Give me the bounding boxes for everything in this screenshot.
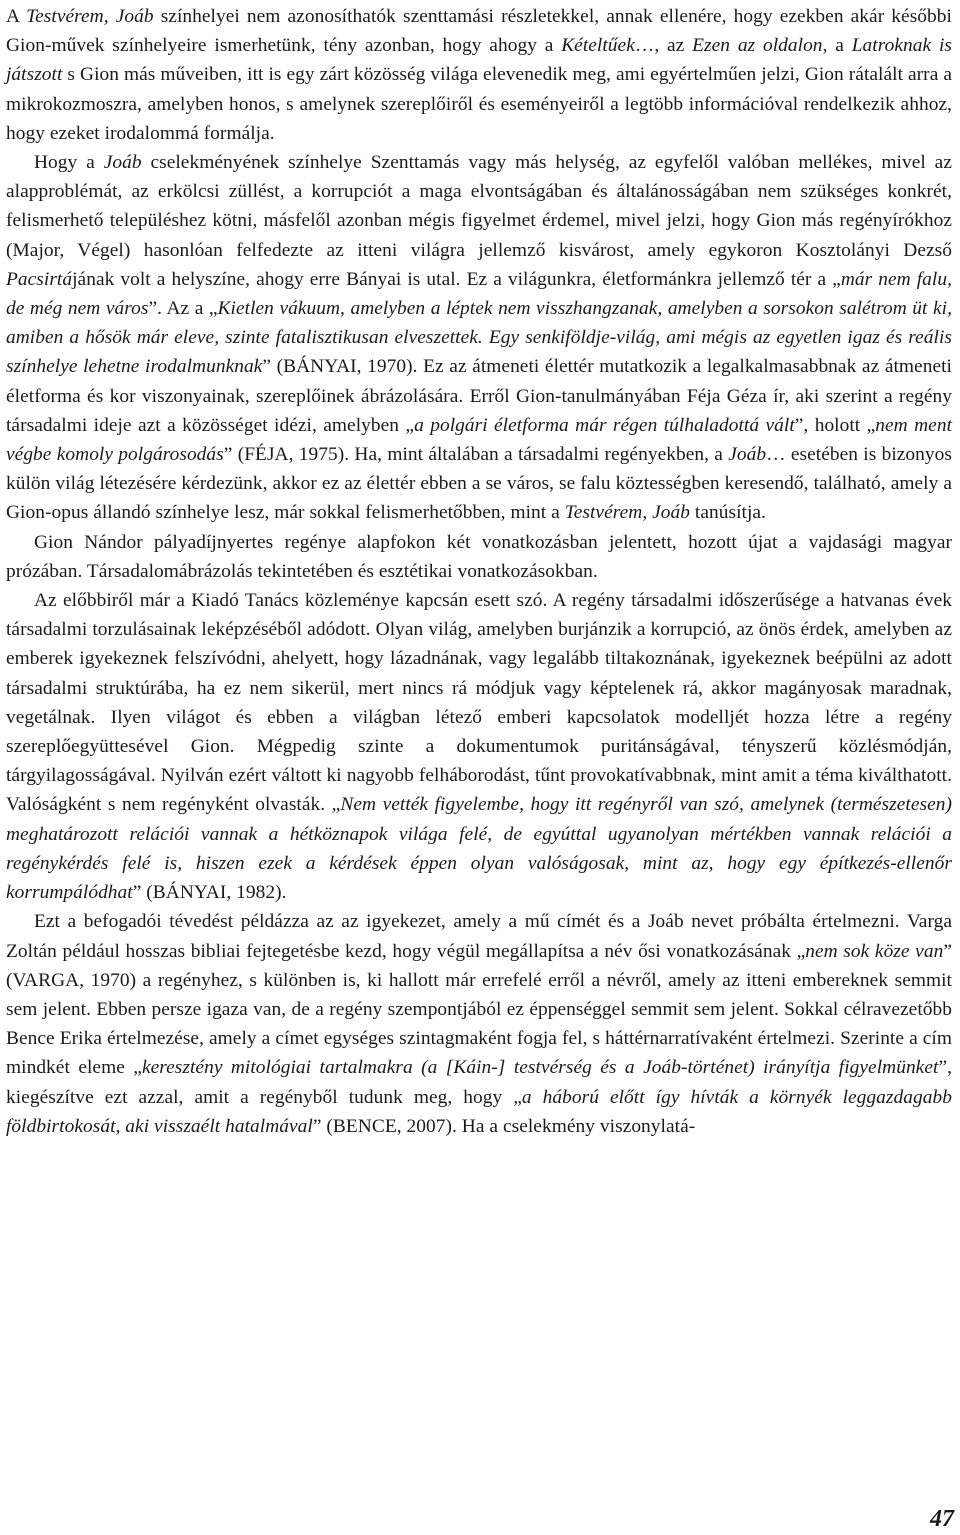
- text-run: színhelyei nem azonosíthatók szenttamási részletekkel, annak ellenére, hogy ezekben akár későbbi Gion-művek színhelyeire ismerhetünk, tény azonban, hogy ahogy a: [6, 6, 952, 57]
- paragraph: [6, 148, 952, 528]
- text-run: s Gion más műveiben, itt is egy zárt közösség világa elevenedik meg, ami egyértelműen jelzi, Gion rátalált arra a mikrokozmoszra, amelyben honos, s amelynek szereplőiről és eseményeiről a legtöbb információval rendelkezik ahhoz, hogy ezeket irodalommá formálja.: [6, 64, 952, 144]
- text-run: ” (BÁNYAI, 1970). Ez az átmeneti élettér mutatkozik a legalkalmasabbnak az átmeneti életforma és kor viszonyainak, szereplőinek ábrázolására. Erről Gion-tanulmányában Féja Géza ír, aki szerint a regény társadalmi ideje azt a közösséget idézi, amelyben „: [6, 356, 952, 436]
- text-run: ” (FÉJA, 1975). Ha, mint általában a társadalmi regényekben, a: [223, 444, 729, 466]
- paragraph: [6, 528, 952, 586]
- text-run: A: [6, 6, 27, 27]
- text-run: … esetében is bizonyos külön világ létezésére kérdezünk, akkor ez az élettér ebben a se város, se falu köztességben keresendő, található, amely a Gion-opus állandó színhelye lesz, már sokkal felismerhetőbben, mint a: [6, 444, 953, 524]
- italic-text: Kietlen vákuum, amelyben a léptek nem visszhangzanak, amelyben a sorsokon salétrom üt ki, amiben a hősök már eleve, szinte fatalisztikusan elveszettek. Egy senkiföldje-világ, ami mégis az egyetlen igaz és reális színhelye lehetne irodalmunknak: [6, 298, 953, 378]
- italic-text: Latroknak is játszott: [6, 35, 952, 86]
- text-run: Ezt a befogadói tévedést példázza az az igyekezet, amely a mű címét és a Joáb nevet próbálta értelmezni. Varga Zoltán például hosszas bibliai fejtegetésbe kezd, hogy végül megállapítsa a név ősi vonatkozásának „: [6, 911, 952, 962]
- text-run: ”. Az a „: [148, 298, 218, 320]
- text-run: ” (BÁNYAI, 1982).: [132, 882, 287, 904]
- italic-text: Nem vették figyelembe, hogy itt regényről van szó, amelynek (természetesen) meghatározott relációi vannak a hétköznapok világa felé, de egyúttal ugyanolyan mértékben vannak relációi a regénykérdés felé is, hiszen ezek a kérdések éppen olyan valóságosak, mint az, hogy egy építkezés-ellenőr korrumpálódhat: [6, 794, 952, 904]
- italic-text: a háború előtt így hívták a környék leggazdagabb földbirtokosát, aki visszaélt hatalmával: [6, 1086, 952, 1137]
- italic-text: a polgári életforma már régen túlhaladottá vált: [414, 414, 795, 436]
- page-number: 47: [930, 1506, 954, 1532]
- text-run: tanúsítja.: [690, 502, 766, 524]
- text-run: ” (BENCE, 2007). Ha a cselekmény viszonylatá-: [312, 1115, 696, 1137]
- text-run: ” (VARGA, 1970) a regényhez, s különben is, ki hallott már errefelé erről a névről, amely az itteni embereknek semmit sem jelent. Ebben persze igaza van, de a regény szempontjából ez éppenséggel semmit sem jelent. Sokkal célravezetőbb Bence Erika értelmezése, amely a címet egységes szintagmaként fogja fel, s háttérnarratívaként értelmezi. Szerinte a cím mindkét eleme „: [6, 940, 952, 1079]
- italic-text: Joáb: [728, 444, 767, 466]
- italic-text: nem sok köze van: [805, 940, 944, 962]
- text-run: Gion Nándor pályadíjnyertes regénye alapfokon két vonatkozásban jelentett, hozott újat a vajdasági magyar prózában. Társadalomábrázolás tekintetében és esztétikai vonatkozásokban.: [6, 531, 952, 582]
- text-run: ”, kiegészítve ezt azzal, amit a regényből tudunk meg, hogy „: [6, 1057, 952, 1108]
- italic-text: Kételtűek: [561, 35, 635, 57]
- italic-text: Ezen az oldalon: [692, 35, 823, 57]
- italic-text: Joáb: [103, 152, 142, 174]
- text-run: …, az: [634, 35, 693, 57]
- text-run: jának volt a helyszíne, ahogy erre Bányai is utal. Ez a világunkra, életformánkra jellemző tér a „: [72, 268, 841, 290]
- italic-text: keresztény mitológiai tartalmakra (a [Káin-] testvérség és a Joáb-történet) irányítja figyelmünket: [141, 1057, 939, 1079]
- text-run: ”, holott „: [794, 414, 876, 436]
- italic-text: nem ment végbe komoly polgárosodás: [6, 414, 953, 466]
- italic-text: Testvérem, Joáb: [564, 502, 691, 524]
- paragraph: [6, 907, 952, 1141]
- italic-text: Testvérem, Joáb: [26, 6, 154, 27]
- paragraph: [6, 2, 952, 148]
- italic-text: Pacsirtá: [6, 268, 73, 290]
- text-run: Az előbbiről már a Kiadó Tanács közleménye kapcsán esett szó. A regény társadalmi időszerűsége a hatvanas évek társadalmi torzulásainak leképzéséből adódott. Olyan világ, amelyben burjánzik a korrupció, az önös érdek, amelyben az emberek igyekeznek felszívódni, ahelyett, hogy lázadnának, vagy legalább tiltakoznának, igyekeznek beépülni az adott társadalmi struktúrába, ha ez nem sikerül, mert nincs rá módjuk vagy képtelenek rá, akkor magányosak maradnak, vegetálnak. Ilyen világot és ebben a világban létező emberi kapcsolatok modelljét hozza létre a regény szereplőegyüttesével Gion. Mégpedig szinte a dokumentumok puritánságával, tényszerű közlésmódján, tárgyilagosságával. Nyilván ezért váltott ki nagyobb felháborodást, tűnt provokatívabbnak, mint amit a téma kiválthatott. Valóságként s nem regényként olvasták. „: [6, 590, 952, 816]
- text-run: Hogy a: [34, 152, 104, 174]
- text-run: , a: [822, 35, 852, 57]
- text-run: cselekményének színhelye Szenttamás vagy más helység, az egyfelől valóban mellékes, mivel az alapproblémát, az erkölcsi züllést, a korrupciót a maga elvontságában és általánosságában nem szükséges konkrét, felismerhető településhez kötni, másfelől azonban mégis figyelmet érdemel, mivel jelzi, hogy Gion más regényírókhoz (Major, Végel) hasonlóan felfedezte az itteni világra jellemző kisvárost, amely egykoron Kosztolányi Dezső: [6, 152, 952, 261]
- paragraph: [6, 586, 952, 907]
- italic-text: már nem falu, de még nem város: [6, 268, 952, 320]
- body-text: [6, 2, 952, 1141]
